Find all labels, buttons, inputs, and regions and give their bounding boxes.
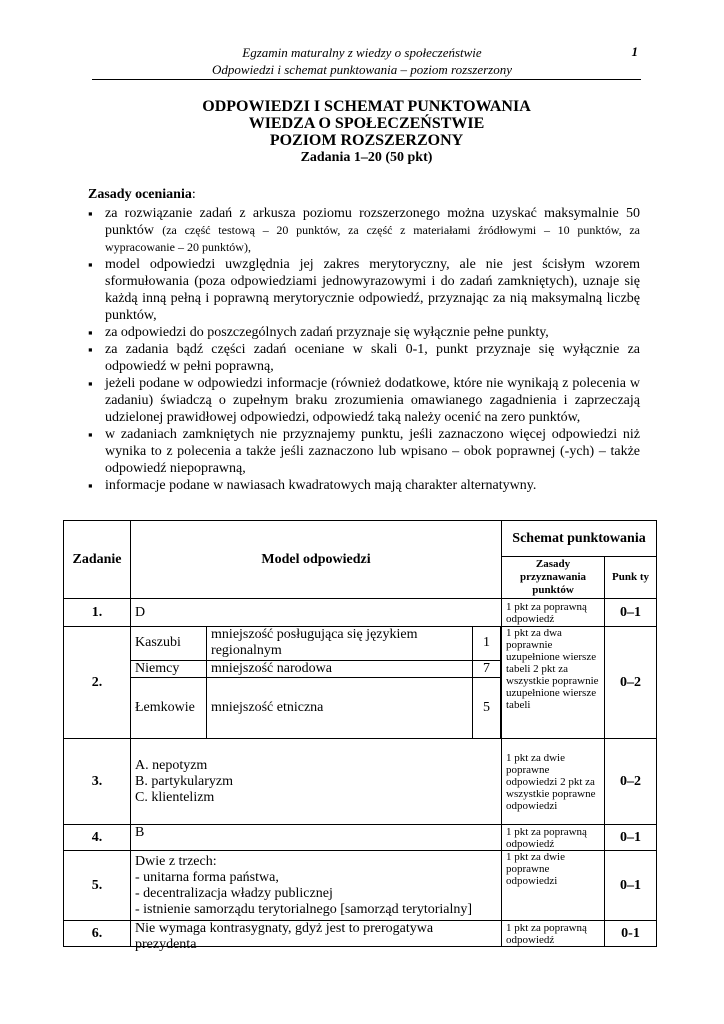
rule-item: ▪ informacje podane w nawiasach kwadratowych mają charakter alternatywny. xyxy=(88,477,640,494)
col-header-zadanie: Zadanie xyxy=(64,521,131,599)
task-number: 1. xyxy=(64,599,131,627)
rule-item-note: (za część testową – 20 punktów, za część z materiałami źródłowymi – 10 punktów, za wypracowanie – 20 punktów), xyxy=(105,223,641,254)
task-number: 6. xyxy=(64,921,131,947)
model-answer xyxy=(131,627,502,739)
rule-item xyxy=(88,205,640,256)
task-number: 3. xyxy=(64,739,131,825)
task-number: 2. xyxy=(64,627,131,739)
minority-number: 7 xyxy=(473,660,501,677)
scoring-rule: 1 pkt za poprawną odpowiedź xyxy=(502,599,605,627)
rules-heading-colon: : xyxy=(191,187,196,202)
points: 0–2 xyxy=(605,739,657,825)
answer-line: A. nepotyzm xyxy=(135,757,208,773)
rules-heading xyxy=(88,186,640,203)
scoring-rule: 1 pkt za poprawną odpowiedź xyxy=(502,825,605,851)
grading-rules xyxy=(88,186,640,494)
document-title xyxy=(92,98,641,166)
col-header-schemat: Schemat punktowania xyxy=(502,521,657,557)
answer-line: prezydenta xyxy=(135,937,197,952)
points: 0–1 xyxy=(605,599,657,627)
answer-line: Nie wymaga kontrasygnaty, gdyż jest to prerogatywa xyxy=(135,921,434,936)
model-answer xyxy=(131,921,502,952)
table-row xyxy=(64,921,657,947)
scoring-rule: 1 pkt za dwie poprawne odpowiedzi xyxy=(502,851,605,921)
rule-item: ▪ jeżeli podane w odpowiedzi informacje (również dodatkowe, które nie wynikają z polecenia w zadaniu) świadczą o zupełnym braku zrozumienia omawianego zagadnienia i zaprzeczają udzielonej prawidłowej odpowiedzi, odpowiedź taką należy ocenić na zero punktów, xyxy=(88,375,640,426)
scoring-rule: 1 pkt za dwa poprawnie uzupełnione wiersze tabeli 2 pkt za wszystkie poprawnie uzupełnione wiersze tabeli xyxy=(502,627,605,739)
title-line-3: POZIOM ROZSZERZONY xyxy=(269,132,464,149)
points: 0-1 xyxy=(605,921,657,947)
rules-heading-text: Zasady oceniania xyxy=(88,187,192,202)
answer-line: - unitarna forma państwa, xyxy=(135,869,279,885)
rule-item-text: za rozwiązanie zadań z arkusza poziomu rozszerzonego można uzyskać maksymalnie 50 punktów xyxy=(105,206,640,238)
answer-table xyxy=(63,520,657,952)
table-row xyxy=(64,599,657,627)
table-row xyxy=(64,627,657,739)
minority-name: Niemcy xyxy=(131,660,207,677)
scoring-rule: 1 pkt za dwie poprawne odpowiedzi 2 pkt za wszystkie poprawne odpowiedzi xyxy=(502,739,605,825)
header-line-1: Egzamin maturalny z wiedzy o społeczeństwie xyxy=(242,45,482,60)
minority-name: Kaszubi xyxy=(131,627,207,660)
rule-item: ▪ za odpowiedzi do poszczególnych zadań przyznaje się wyłącznie pełne punkty, xyxy=(88,324,640,341)
title-line-4: Zadania 1–20 (50 pkt) xyxy=(300,150,433,165)
model-answer: D xyxy=(131,599,502,627)
table-row xyxy=(64,825,657,851)
table-row xyxy=(64,739,657,825)
header-line-2: Odpowiedzi i schemat punktowania – poziom rozszerzony xyxy=(212,62,512,77)
minorities-table xyxy=(131,627,501,738)
answer-line: - decentralizacja władzy publicznej xyxy=(135,885,333,901)
title-line-2: WIEDZA O SPOŁECZEŃSTWIE xyxy=(248,115,485,132)
rule-item: ▪ w zadaniach zamkniętych nie przyznajemy punktu, jeśli zaznaczono więcej odpowiedzi niż wynika to z polecenia a także jeśli zaznaczono lub wpisano – obok poprawnej (-ych) – także odpowiedź niepoprawną, xyxy=(88,426,640,477)
points: 0–2 xyxy=(605,627,657,739)
rules-list xyxy=(88,205,640,494)
answer-text-clip xyxy=(135,921,497,952)
col-header-punkty: Punk ty xyxy=(605,557,657,599)
minority-type: mniejszość posługująca się językiem regionalnym xyxy=(207,627,473,660)
minority-name: Łemkowie xyxy=(131,677,207,738)
header-divider xyxy=(92,79,641,80)
model-answer xyxy=(131,739,502,825)
answer-line: Dwie z trzech: xyxy=(135,853,217,869)
rule-item: ▪ za zadania bądź części zadań oceniane w skali 0-1, punkt przyznaje się wyłącznie za odpowiedź w pełni poprawną, xyxy=(88,341,640,375)
col-header-model: Model odpowiedzi xyxy=(131,521,502,599)
points: 0–1 xyxy=(605,825,657,851)
table-row xyxy=(64,851,657,921)
points: 0–1 xyxy=(605,851,657,921)
scoring-rule: 1 pkt za poprawną odpowiedź xyxy=(502,921,605,947)
minority-number: 1 xyxy=(473,627,501,660)
task-number: 5. xyxy=(64,851,131,921)
answer-line: C. klientelizm xyxy=(135,789,215,805)
page-header xyxy=(92,44,632,78)
minority-type: mniejszość narodowa xyxy=(207,660,473,677)
col-header-zasady: Zasady przyznawania punktów xyxy=(502,557,605,599)
minority-number: 5 xyxy=(473,677,501,738)
answer-line: B. partykularyzm xyxy=(135,773,233,789)
task-number: 4. xyxy=(64,825,131,851)
page-number: 1 xyxy=(631,44,638,59)
answer-line: - istnienie samorządu terytorialnego [samorząd terytorialny] xyxy=(135,901,473,917)
model-answer xyxy=(131,851,502,921)
title-line-1: ODPOWIEDZI I SCHEMAT PUNKTOWANIA xyxy=(202,98,531,115)
minority-type: mniejszość etniczna xyxy=(207,677,473,738)
rule-item: ▪ model odpowiedzi uwzględnia jej zakres merytoryczny, ale nie jest ścisłym wzorem sformułowania (poza odpowiedziami jednowyrazowymi i do zadań zamkniętych), uznaje się każdą inną pełną i poprawną merytorycznie odpowiedź, przyznając za nią maksymalną liczbę punktów, xyxy=(88,256,640,324)
model-answer: B xyxy=(131,825,502,851)
